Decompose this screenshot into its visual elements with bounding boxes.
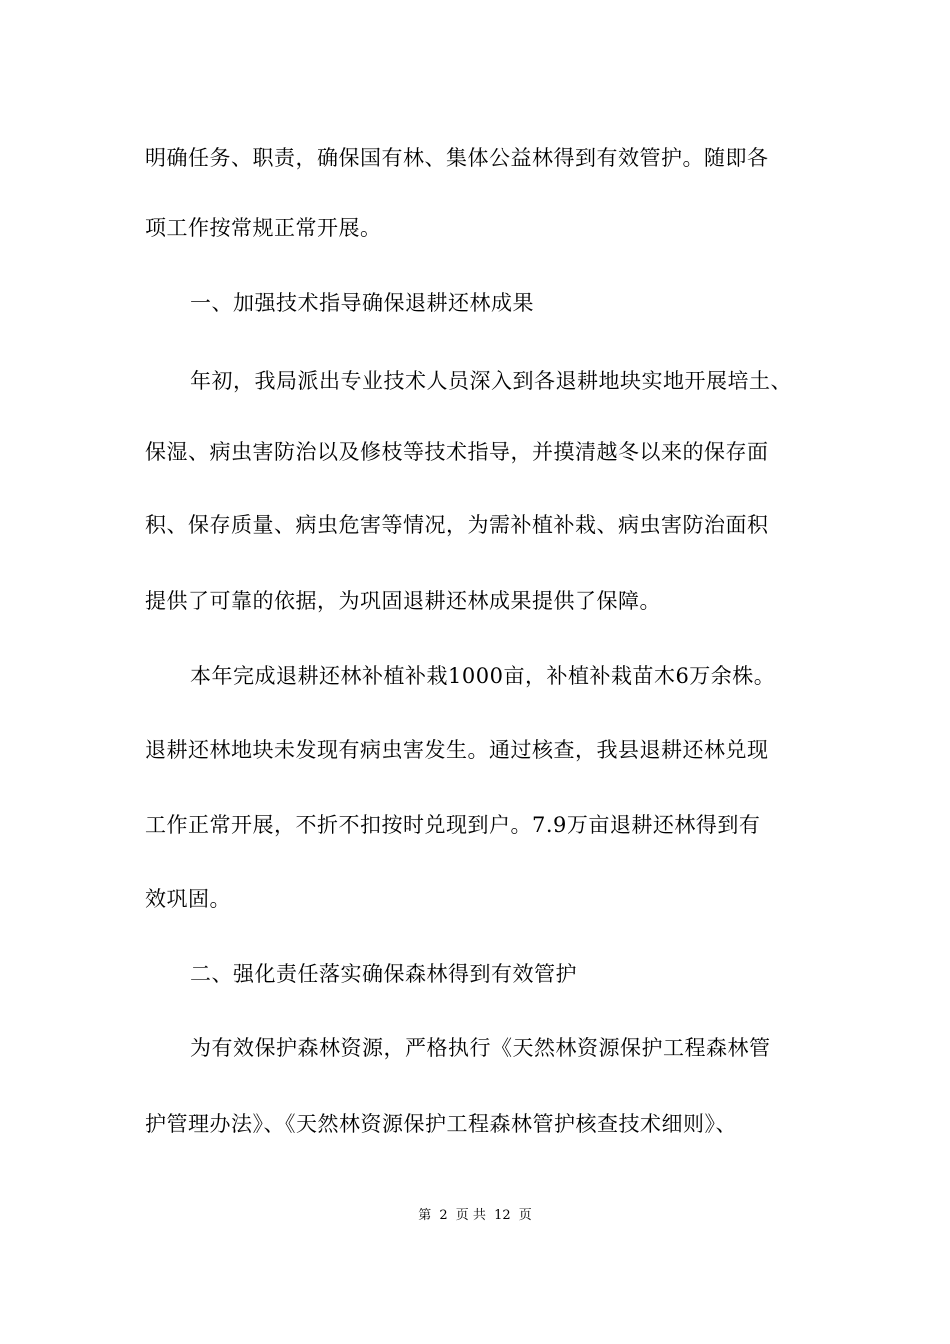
footer-middle: 页 共	[455, 1208, 486, 1223]
body-line: 护管理办法》、《天然林资源保护工程森林管护核查技术细则》、	[145, 1112, 737, 1136]
body-line: 明确任务、职责，确保国有林、集体公益林得到有效管护。随即各	[145, 146, 769, 170]
footer-page-number: 2	[439, 1208, 448, 1223]
body-line: 退耕还林地块未发现有病虫害发生。通过核查，我县退耕还林兑现	[145, 738, 769, 762]
page-footer	[0, 1206, 950, 1226]
body-line: 效巩固。	[145, 887, 231, 911]
footer-suffix: 页	[518, 1208, 532, 1223]
body-line: 本年完成退耕还林补植补栽1000亩，补植补栽苗木6万余株。	[190, 664, 776, 688]
body-line: 提供了可靠的依据，为巩固退耕还林成果提供了保障。	[145, 589, 661, 613]
body-line: 年初，我局派出专业技术人员深入到各退耕地块实地开展培土、	[190, 369, 792, 393]
body-line: 为有效保护森林资源，严格执行《天然林资源保护工程森林管	[190, 1036, 771, 1060]
body-line: 项工作按常规正常开展。	[145, 216, 382, 240]
section-heading-1: 一、加强技术指导确保退耕还林成果	[190, 291, 534, 315]
footer-prefix: 第	[418, 1208, 432, 1223]
body-line: 工作正常开展，不折不扣按时兑现到户。7.9万亩退耕还林得到有	[145, 813, 761, 837]
body-line: 积、保存质量、病虫危害等情况，为需补植补栽、病虫害防治面积	[145, 513, 769, 537]
section-heading-2: 二、强化责任落实确保森林得到有效管护	[190, 962, 577, 986]
body-line: 保湿、病虫害防治以及修枝等技术指导，并摸清越冬以来的保存面	[145, 440, 769, 464]
footer-total-pages: 12	[494, 1208, 511, 1223]
